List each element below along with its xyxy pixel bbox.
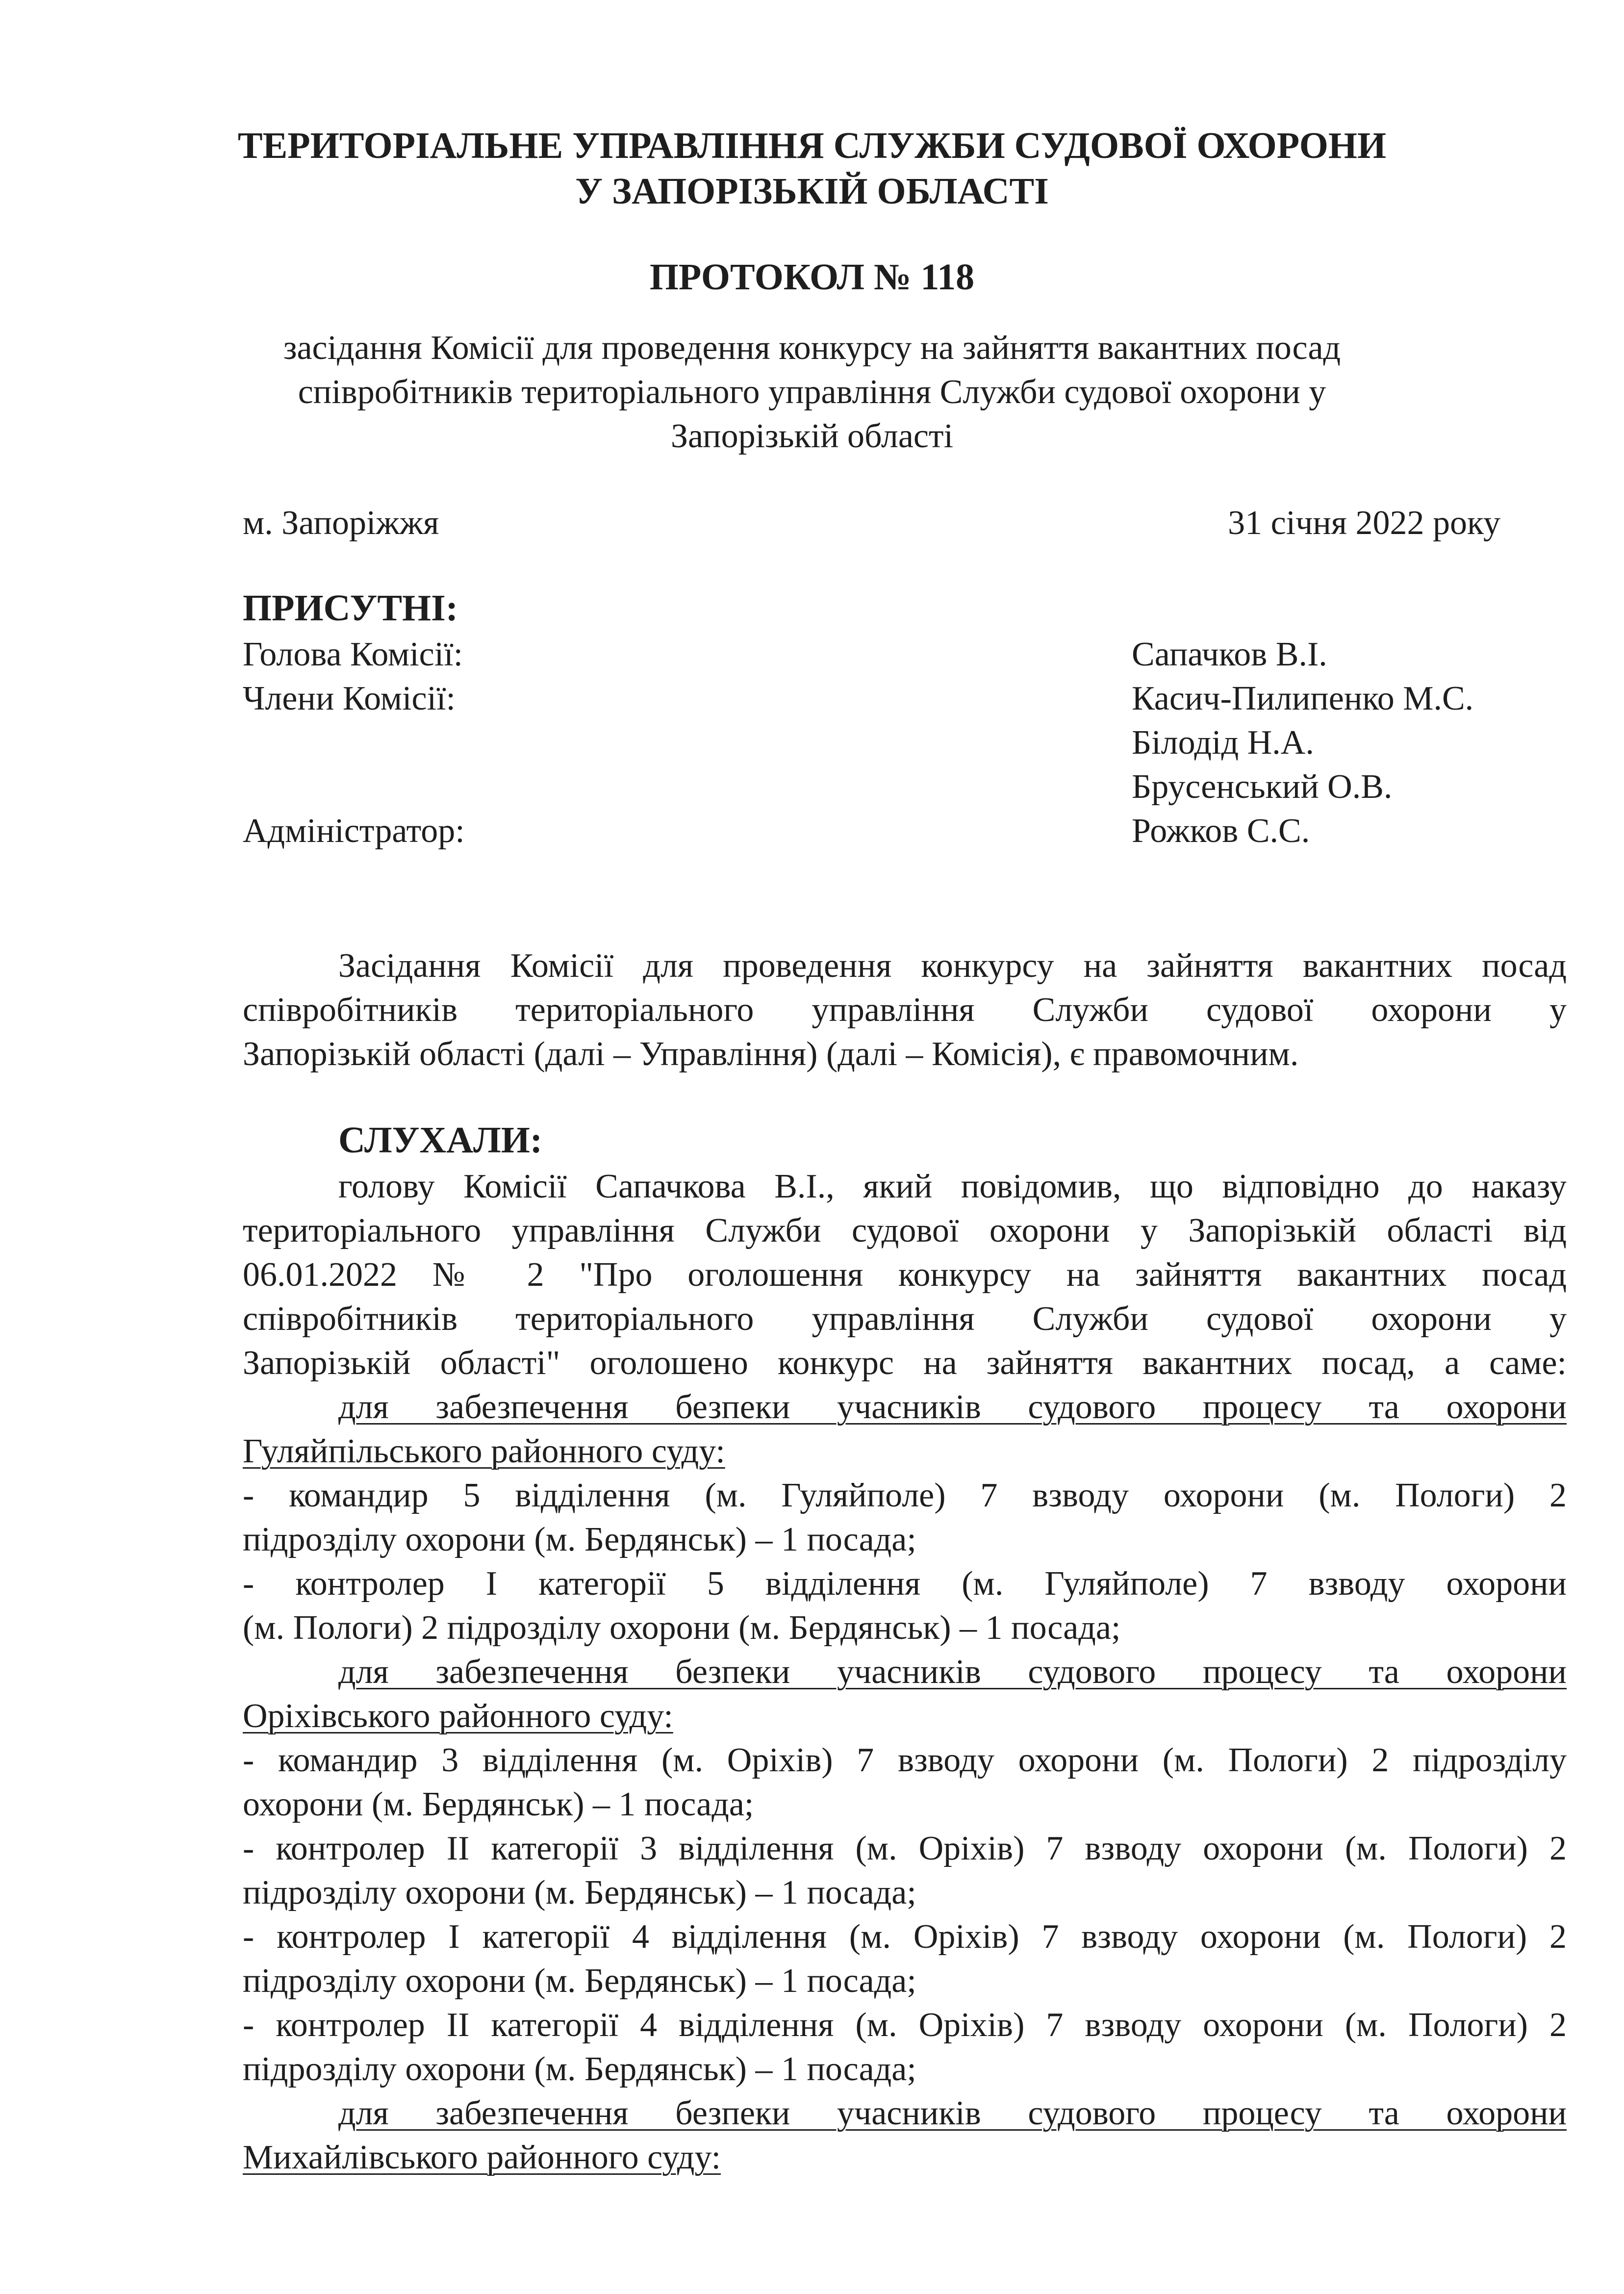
heard-heading: СЛУХАЛИ: [338,1120,543,1161]
chair-name: Сапачков В.І. [1132,636,1327,673]
member-name: Брусенський О.В. [1132,768,1393,806]
organization-title-line1: ТЕРИТОРІАЛЬНЕ УПРАВЛІННЯ СЛУЖБИ СУДОВОЇ ОХОРОНИ [237,125,1387,166]
position-item-line: - командир 3 відділення (м. Оріхів) 7 взводу охорони (м. Пологи) 2 підрозділу [243,1741,1567,1779]
subtitle-line2: співробітників територіального управління Служби судової охорони у [298,373,1326,411]
subtitle-line1: засідання Комісії для проведення конкурсу на зайняття вакантних посад [283,329,1341,367]
place: м. Запоріжжя [243,504,439,542]
date: 31 січня 2022 року [1228,504,1500,542]
present-heading: ПРИСУТНІ: [243,587,458,629]
position-item-line: - контролер І категорії 4 відділення (м. Оріхів) 7 взводу охорони (м. Пологи) 2 [243,1918,1567,1956]
heard-line: співробітників територіального управління Служби судової охорони у [243,1300,1567,1338]
section-title-line1: для забезпечення безпеки учасників судового процесу та охорони [338,1653,1567,1691]
position-item-line: - контролер ІІ категорії 3 відділення (м. Оріхів) 7 взводу охорони (м. Пологи) 2 [243,1830,1567,1867]
position-item-line: охорони (м. Бердянськ) – 1 посада; [243,1785,754,1823]
heard-line: Запорізькій області" оголошено конкурс на зайняття вакантних посад, а саме: [243,1344,1567,1382]
position-item-line: - командир 5 відділення (м. Гуляйполе) 7 взводу охорони (м. Пологи) 2 [243,1477,1567,1514]
position-item-line: підрозділу охорони (м. Бердянськ) – 1 посада; [243,2050,916,2088]
position-item-line: - контролер І категорії 5 відділення (м. Гуляйполе) 7 взводу охорони [243,1565,1567,1603]
member-name: Білодід Н.А. [1132,724,1314,762]
position-item-line: підрозділу охорони (м. Бердянськ) – 1 посада; [243,1521,916,1558]
position-item-line: - контролер ІІ категорії 4 відділення (м. Оріхів) 7 взводу охорони (м. Пологи) 2 [243,2006,1567,2044]
position-item-line: (м. Пологи) 2 підрозділу охорони (м. Бердянськ) – 1 посада; [243,1609,1121,1647]
heard-line: 06.01.2022 № 2 "Про оголошення конкурсу на зайняття вакантних посад [243,1256,1567,1294]
section-title-line1: для забезпечення безпеки учасників судового процесу та охорони [338,2094,1567,2132]
position-item-line: підрозділу охорони (м. Бердянськ) – 1 посада; [243,1874,916,1912]
member-name: Касич-Пилипенко М.С. [1132,680,1474,717]
organization-title-line2: У ЗАПОРІЗЬКІЙ ОБЛАСТІ [575,171,1049,212]
subtitle-line3: Запорізькій області [670,417,954,455]
chair-label: Голова Комісії: [243,636,463,673]
section-title-line2: Михайлівського районного суду: [243,2139,721,2176]
section-title-line1: для забезпечення безпеки учасників судового процесу та охорони [338,1388,1567,1426]
section-title-line2: Оріхівського районного суду: [243,1697,673,1735]
members-label: Члени Комісії: [243,680,456,717]
protocol-title: ПРОТОКОЛ № 118 [649,256,975,298]
intro-line: співробітників територіального управління Служби судової охорони у [243,991,1567,1029]
heard-line: голову Комісії Сапачкова В.І., який повідомив, що відповідно до наказу [338,1168,1567,1205]
position-item-line: підрозділу охорони (м. Бердянськ) – 1 посада; [243,1962,916,2000]
admin-label: Адміністратор: [243,812,465,850]
admin-name: Рожков С.С. [1132,812,1310,850]
section-title-line2: Гуляйпільського районного суду: [243,1432,725,1470]
intro-line: Засідання Комісії для проведення конкурсу на зайняття вакантних посад [338,947,1567,985]
intro-line: Запорізькій області (далі – Управління) (далі – Комісія), є правомочним. [243,1035,1299,1073]
heard-line: територіального управління Служби судової охорони у Запорізькій області від [243,1212,1567,1249]
